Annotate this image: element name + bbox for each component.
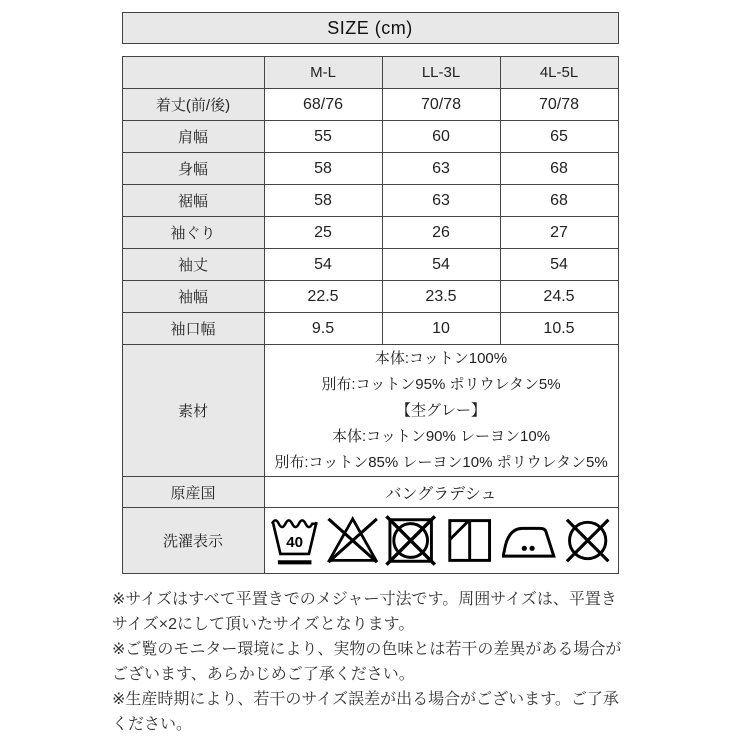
cell-value: 54: [382, 249, 500, 281]
table-row-cuff-width: [122, 313, 618, 345]
cell-value: 68: [500, 185, 618, 217]
row-label: 肩幅: [122, 121, 264, 153]
table-row-origin: [122, 477, 618, 508]
cell-value: 68: [500, 153, 618, 185]
material-line: 別布:コットン85% レーヨン10% ポリウレタン5%: [274, 453, 608, 471]
cell-value: 70/78: [382, 89, 500, 121]
size-chart-title: [122, 12, 619, 44]
table-row-armhole: [122, 217, 618, 249]
cell-value: 9.5: [264, 313, 382, 345]
size-table: [122, 56, 619, 574]
cell-value: 26: [382, 217, 500, 249]
column-header-ll3l: LL-3L: [382, 57, 500, 89]
footnotes: [112, 587, 632, 737]
care-icons-cell: [264, 508, 618, 574]
cell-value: 25: [264, 217, 382, 249]
cell-value: 60: [382, 121, 500, 153]
column-header-ml: M-L: [264, 57, 382, 89]
row-label-material: 素材: [122, 345, 264, 477]
material-line: 本体:コットン100%: [374, 349, 508, 367]
row-label: 袖ぐり: [122, 217, 264, 249]
cell-value: 22.5: [264, 281, 382, 313]
material-line: 別布:コットン95% ポリウレタン5%: [321, 375, 561, 393]
cell-value: 58: [264, 185, 382, 217]
row-label: 身幅: [122, 153, 264, 185]
column-header-4l5l: 4L-5L: [500, 57, 618, 89]
row-label: 袖口幅: [122, 313, 264, 345]
iron-medium-icon: [500, 513, 557, 568]
cell-value: 63: [382, 153, 500, 185]
row-label: 裾幅: [122, 185, 264, 217]
size-chart-title-text: SIZE (cm): [327, 18, 413, 38]
cell-value: 68/76: [264, 89, 382, 121]
cell-value: 54: [264, 249, 382, 281]
row-label: 着丈(前/後): [122, 89, 264, 121]
cell-value: 24.5: [500, 281, 618, 313]
cell-value: 10: [382, 313, 500, 345]
material-line: 【杢グレー】: [395, 401, 486, 419]
origin-cell: バングラデシュ: [264, 477, 618, 508]
table-row-shoulder: [122, 121, 618, 153]
cell-value: 70/78: [500, 89, 618, 121]
cell-value: 55: [264, 121, 382, 153]
table-row-length: [122, 89, 618, 121]
wash-40-gentle-icon: [267, 512, 322, 569]
footnote-monitor-color: ※ご覧のモニター環境により、実物の色味とは若干の差異がある場合がございます、あらかじめご了承ください。: [112, 641, 622, 683]
do-not-bleach-icon: [325, 512, 380, 569]
size-table-header-row: [122, 57, 618, 89]
row-label-care: 洗濯表示: [122, 508, 264, 574]
cell-value: 58: [264, 153, 382, 185]
table-row-material: [122, 345, 618, 477]
cell-value: 65: [500, 121, 618, 153]
care-icons: [267, 512, 616, 569]
table-row-hem-width: [122, 185, 618, 217]
table-row-sleeve-width: [122, 281, 618, 313]
material-line: 本体:コットン90% レーヨン10%: [331, 427, 551, 445]
cell-value: 23.5: [382, 281, 500, 313]
table-row-body-width: [122, 153, 618, 185]
cell-value: 10.5: [500, 313, 618, 345]
do-not-tumble-dry-icon: [383, 512, 438, 569]
table-row-sleeve-length: [122, 249, 618, 281]
footnote-production-tolerance: ※生産時期により、若干のサイズ誤差が出る場合がございます。ご了承ください。: [112, 691, 619, 733]
material-cell: [264, 345, 618, 477]
cell-value: 63: [382, 185, 500, 217]
cell-value: 54: [500, 249, 618, 281]
size-chart-sheet: [122, 0, 619, 574]
cell-value: 27: [500, 217, 618, 249]
table-row-care: [122, 508, 618, 574]
svg-text:40: 40: [285, 534, 303, 552]
footnote-measurement: ※サイズはすべて平置きでのメジャー寸法です。周囲サイズは、平置きサイズ×2にして頂いたサイズとなります。: [112, 591, 617, 633]
row-label: 袖丈: [122, 249, 264, 281]
hang-dry-in-shade-icon: [442, 512, 497, 569]
row-label: 袖幅: [122, 281, 264, 313]
do-not-dry-clean-icon: [560, 512, 615, 569]
row-label-origin: 原産国: [122, 477, 264, 508]
corner-cell: [122, 57, 264, 89]
